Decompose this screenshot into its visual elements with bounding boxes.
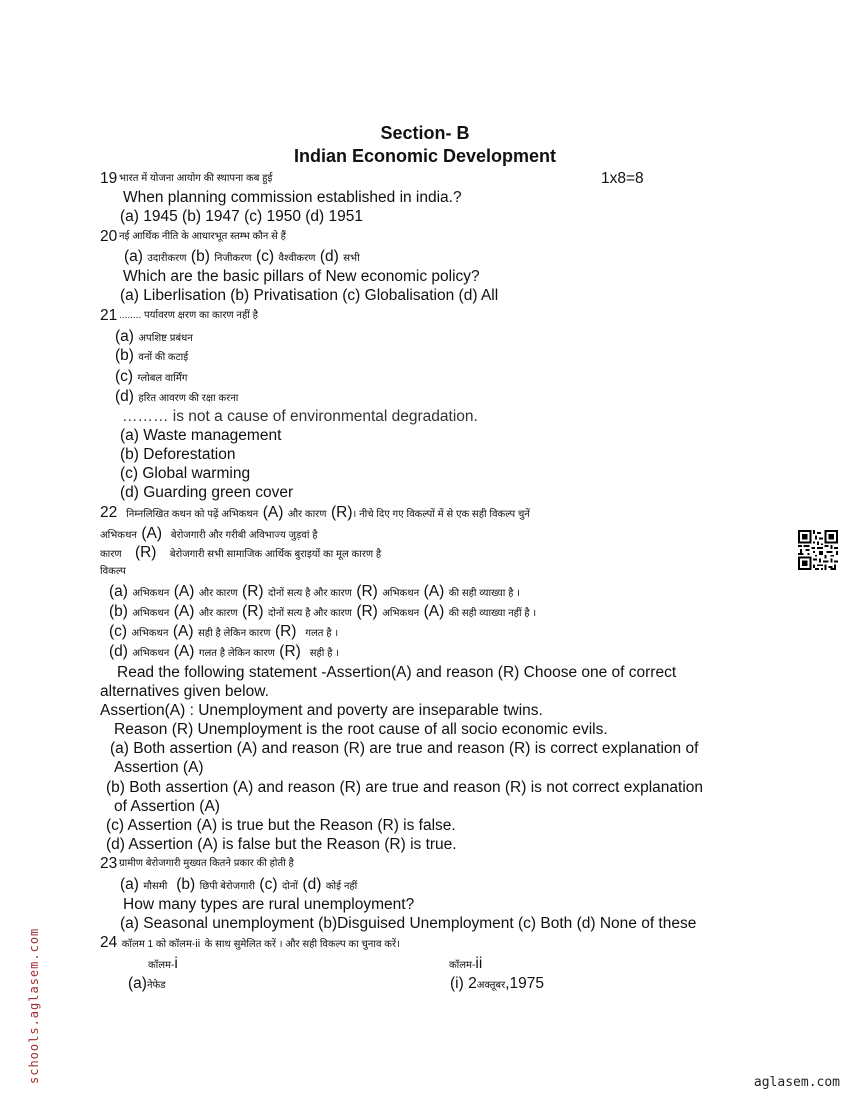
q20-opt-d-label: (d) bbox=[319, 248, 339, 265]
marks-label: 1x8=8 bbox=[601, 170, 644, 187]
q22-hob-5: दोनों सत्य है और कारण bbox=[268, 608, 352, 619]
q22-hoa-5: दोनों सत्य है और कारण bbox=[268, 588, 352, 599]
footer-watermark: aglasem.com bbox=[753, 1075, 840, 1090]
q21-number: 21 bbox=[100, 307, 118, 324]
q24-col1-head bbox=[148, 956, 178, 972]
q23-hopt-c-label: (c) bbox=[259, 876, 278, 893]
q24-h-part2: के साथ सुमेलित करें । और सही विकल्प का चुनाव करें। bbox=[204, 939, 400, 950]
q21-hindi-option-c bbox=[115, 369, 187, 385]
q22-hr-text: बेरोजगारी सभी सामाजिक आर्थिक बुराइयों का मूल कारण है bbox=[169, 549, 382, 560]
q24-col2-item bbox=[450, 976, 544, 992]
q22-option-a-line2: Assertion (A) bbox=[114, 759, 204, 776]
q21-hopt-b-label: (b) bbox=[115, 347, 134, 364]
q22-option-d: (d) Assertion (A) is false but the Reason (R) is true. bbox=[106, 836, 457, 853]
q23-hindi-options bbox=[120, 877, 357, 893]
subject-title: Indian Economic Development bbox=[293, 146, 557, 166]
q22-hod-5: सही है । bbox=[309, 648, 340, 659]
q22-h1-part2: और कारण bbox=[287, 509, 327, 520]
q22-hoc-2: (A) bbox=[172, 623, 194, 640]
q22-hob-0: (b) bbox=[109, 603, 128, 620]
q22-hindi-reason bbox=[100, 545, 381, 561]
q20-number: 20 bbox=[100, 228, 118, 245]
q22-hindi-assertion bbox=[100, 526, 318, 542]
q21-option-b: (b) Deforestation bbox=[120, 446, 236, 463]
q24-col2-head-text: कॉलम- bbox=[449, 960, 476, 971]
q24-col1-item-label: (a) bbox=[128, 975, 147, 992]
q21-hindi-option-b bbox=[115, 348, 188, 364]
q24-col2-head-num: ii bbox=[475, 955, 483, 972]
q22-hoa-9: की सही व्याख्या है । bbox=[448, 588, 520, 599]
q24-col1-head-text: कॉलम- bbox=[148, 960, 175, 971]
q24-col1-head-num: i bbox=[174, 955, 178, 972]
q20-opt-d-text: सभी bbox=[343, 253, 360, 264]
q22-option-c: (c) Assertion (A) is true but the Reason (R) is false. bbox=[106, 817, 456, 834]
q22-number: 22 bbox=[100, 504, 118, 521]
q20-opt-a-label: (a) bbox=[124, 248, 143, 265]
qr-code-icon bbox=[798, 530, 838, 570]
q22-hod-3: गलत है लेकिन कारण bbox=[198, 648, 275, 659]
q22-hindi-option-a bbox=[109, 584, 520, 600]
q22-hoa-1: अभिकथन bbox=[132, 588, 170, 599]
q24-hindi bbox=[100, 935, 400, 951]
q22-hob-3: और कारण bbox=[198, 608, 238, 619]
q24-col1-item bbox=[128, 976, 166, 992]
section-title: Section- B bbox=[380, 123, 470, 143]
q20-opt-b-label: (b) bbox=[190, 248, 210, 265]
q23-hopt-c-text: दोनों bbox=[281, 881, 298, 892]
q22-hod-4: (R) bbox=[279, 643, 301, 660]
q21-hindi-option-a bbox=[115, 329, 193, 345]
q23-hopt-b-text: छिपी बेरोजगारी bbox=[199, 881, 255, 892]
q22-hod-0: (d) bbox=[109, 643, 128, 660]
q20-english: Which are the basic pillars of New economic policy? bbox=[123, 268, 480, 285]
q24-col2-item-label: (i) 2 bbox=[450, 975, 477, 992]
q24-col1-item-text: नेफेड bbox=[146, 980, 166, 991]
q22-english-intro-2: alternatives given below. bbox=[100, 683, 269, 700]
q23-hopt-d-label: (d) bbox=[302, 876, 322, 893]
q22-hindi-line1 bbox=[100, 505, 530, 521]
q22-hr-label: कारण bbox=[100, 549, 122, 560]
q22-hoa-3: और कारण bbox=[198, 588, 238, 599]
q22-h1-a: (A) bbox=[262, 504, 284, 521]
q24-col2-item-month: अक्तूबर bbox=[476, 980, 506, 991]
q22-hoc-4: (R) bbox=[274, 623, 297, 640]
q20-opt-a-text: उदारीकरण bbox=[147, 253, 187, 264]
q22-hod-2: (A) bbox=[173, 643, 195, 660]
q19-hindi: भारत में योजना आयोग की स्थापना कब हुई bbox=[119, 173, 273, 184]
q22-hoc-1: अभिकथन bbox=[131, 628, 169, 639]
q21-hopt-c-label: (c) bbox=[115, 368, 134, 385]
q22-ha-text: बेरोजगारी और गरीबी अविभाज्य जुड़वां है bbox=[170, 530, 318, 541]
q22-hoa-0: (a) bbox=[109, 583, 128, 600]
q22-hr-r: (R) bbox=[134, 544, 157, 561]
q23-number: 23 bbox=[100, 855, 118, 872]
q23-hopt-a-text: मौसमी bbox=[143, 881, 168, 892]
q21-option-a: (a) Waste management bbox=[120, 427, 282, 444]
q20-hindi: नई आर्थिक नीति के आधारभूत स्तम्भ कौन से हैं bbox=[119, 231, 286, 242]
q22-h1-part1: निम्नलिखित कथन को पढ़ें अभिकथन bbox=[126, 509, 259, 520]
q22-english-assertion: Assertion(A) : Unemployment and poverty are inseparable twins. bbox=[100, 702, 543, 719]
q23-hindi: ग्रामीण बेरोजगारी मुख्यत कितने प्रकार की होती है bbox=[119, 858, 294, 869]
q21-english: ……… is not a cause of environmental degradation. bbox=[122, 408, 478, 425]
q23-options: (a) Seasonal unemployment (b)Disguised Unemployment (c) Both (d) None of these bbox=[120, 915, 697, 932]
q21-hopt-d-label: (d) bbox=[115, 388, 134, 405]
q21-hopt-a-text: अपशिष्ट प्रबंधन bbox=[138, 333, 193, 344]
q19-options: (a) 1945 (b) 1947 (c) 1950 (d) 1951 bbox=[120, 208, 363, 225]
q21-option-c: (c) Global warming bbox=[120, 465, 251, 482]
q22-hod-1: अभिकथन bbox=[132, 648, 170, 659]
q22-english-intro-1: Read the following statement -Assertion(A) and reason (R) Choose one of correct bbox=[117, 664, 677, 681]
q21-hopt-b-text: वनों की कटाई bbox=[138, 352, 189, 363]
q23-english: How many types are rural unemployment? bbox=[123, 896, 415, 913]
q22-hindi-option-d bbox=[109, 644, 339, 660]
q22-hoc-5: गलत है । bbox=[305, 628, 339, 639]
q22-hob-9: की सही व्याख्या नहीं है । bbox=[448, 608, 537, 619]
q22-hoa-4: (R) bbox=[242, 583, 264, 600]
q22-hindi-option-b bbox=[109, 604, 536, 620]
q19-number: 19 bbox=[100, 170, 118, 187]
q24-col2-head bbox=[449, 956, 482, 972]
q22-h1-part3: । नीचे दिए गए विकल्पों में से एक सही विकल्प चुनें bbox=[352, 509, 530, 520]
q24-number: 24 bbox=[100, 934, 118, 951]
q22-ha-a: (A) bbox=[141, 525, 163, 542]
q24-col2-item-year: ,1975 bbox=[505, 975, 544, 992]
q22-hoa-8: (A) bbox=[423, 583, 445, 600]
q19-english: When planning commission established in india.? bbox=[123, 189, 462, 206]
q22-h1-r: (R) bbox=[330, 504, 353, 521]
q20-opt-c-text: वैश्वीकरण bbox=[278, 253, 316, 264]
q24-h-ii: ii bbox=[195, 938, 201, 950]
q22-english-reason: Reason (R) Unemployment is the root cause of all socio economic evils. bbox=[114, 721, 608, 738]
q22-hoc-0: (c) bbox=[109, 623, 128, 640]
q23-hopt-b-label: (b) bbox=[176, 876, 196, 893]
q21-hindi: ........ पर्यावरण क्षरण का कारण नहीं है bbox=[119, 310, 258, 321]
q22-hob-8: (A) bbox=[423, 603, 445, 620]
q22-hoa-7: अभिकथन bbox=[382, 588, 420, 599]
q23-hopt-a-label: (a) bbox=[120, 876, 139, 893]
q22-ha-label: अभिकथन bbox=[100, 530, 137, 541]
q22-hob-7: अभिकथन bbox=[382, 608, 420, 619]
q22-hindi-option-c bbox=[109, 624, 338, 640]
q24-h-part1: कॉलम 1 को कॉलम- bbox=[121, 939, 196, 950]
q22-option-a-line1: (a) Both assertion (A) and reason (R) are true and reason (R) is correct explanation of bbox=[110, 740, 699, 757]
q21-option-d: (d) Guarding green cover bbox=[120, 484, 294, 501]
q21-hopt-a-label: (a) bbox=[115, 328, 134, 345]
q22-hoa-2: (A) bbox=[173, 583, 195, 600]
q20-opt-b-text: निजीकरण bbox=[214, 253, 252, 264]
q20-hindi-options bbox=[124, 249, 360, 265]
q22-hoa-6: (R) bbox=[356, 583, 378, 600]
q22-hindi-vikalp: विकल्प bbox=[100, 566, 126, 577]
q22-hob-2: (A) bbox=[173, 603, 195, 620]
q22-option-b-line1: (b) Both assertion (A) and reason (R) are true and reason (R) is not correct explanation bbox=[106, 779, 704, 796]
q22-option-b-line2: of Assertion (A) bbox=[114, 798, 220, 815]
q21-hopt-c-text: ग्लोबल वार्मिंग bbox=[137, 373, 188, 384]
q23-hopt-d-text: कोई नहीं bbox=[325, 881, 358, 892]
side-watermark: schools.aglasem.com bbox=[27, 927, 41, 1084]
q20-options: (a) Liberlisation (b) Privatisation (c) Globalisation (d) All bbox=[120, 287, 499, 304]
q22-hob-4: (R) bbox=[242, 603, 264, 620]
q22-hoc-3: सही है लेकिन कारण bbox=[198, 628, 271, 639]
q22-hob-6: (R) bbox=[356, 603, 378, 620]
q21-hopt-d-text: हरित आवरण की रक्षा करना bbox=[138, 393, 239, 404]
q21-hindi-option-d bbox=[115, 389, 238, 405]
q20-opt-c-label: (c) bbox=[255, 248, 275, 265]
q22-hob-1: अभिकथन bbox=[132, 608, 170, 619]
